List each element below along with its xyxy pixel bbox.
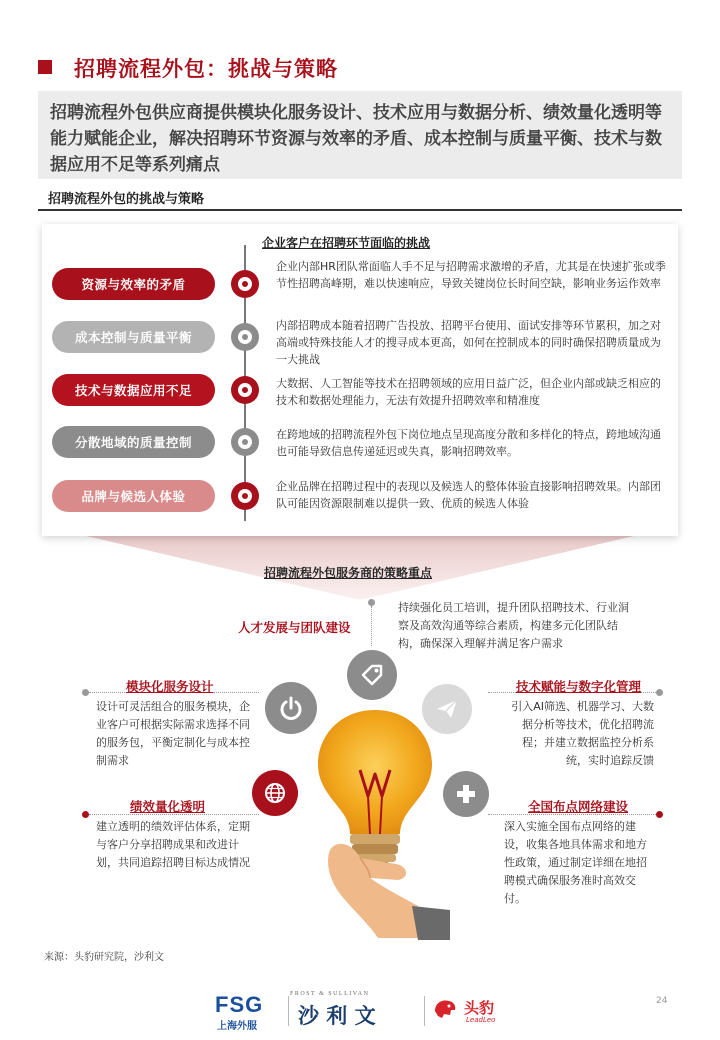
challenge-pill-brand-experience: 品牌与候选人体验 xyxy=(52,480,215,512)
section-label: 招聘流程外包的挑战与策略 xyxy=(48,192,205,207)
strategy-text-talent: 持续强化员工培训，提升团队招聘技术、行业洞察及高效沟通等综合素质，构建多元化团队结构，确保深入理解并满足客户需求 xyxy=(398,601,629,650)
logo-fsg-sub: 上海外服 xyxy=(217,1021,257,1032)
logo-frost-cn: 沙 利 文 xyxy=(298,1004,376,1028)
strategy-title-network: 全国布点网络建设 xyxy=(528,799,629,814)
challenge-pill-resource-efficiency: 资源与效率的矛盾 xyxy=(52,268,215,300)
challenges-heading: 企业客户在招聘环节面临的挑战 xyxy=(262,236,431,250)
page-number: 24 xyxy=(656,996,668,1006)
challenge-desc: 内部招聘成本随着招聘广告投放、招聘平台使用、面试安排等环节累积，加之对高端或特殊技能人才的搜寻成本更高，如何在控制成本的同时确保招聘质量成为一大挑战 xyxy=(276,319,661,366)
strategy-title-performance: 绩效量化透明 xyxy=(130,799,206,814)
logo-leadleo-en: LeadLeo xyxy=(466,1016,496,1024)
challenge-pill-cost-quality: 成本控制与质量平衡 xyxy=(52,321,215,353)
strategy-title-modular: 模块化服务设计 xyxy=(126,679,214,694)
summary-text: 招聘流程外包供应商提供模块化服务设计、技术应用与数据分析、绩效量化透明等能力赋能企业，解决招聘环节资源与效率的矛盾、成本控制与质量平衡、技术与数据应用不足等系列痛点 xyxy=(50,103,662,175)
strategy-text-performance: 建立透明的绩效评估体系，定期与客户分享招聘成果和改进计划，共同追踪招聘目标达成情况 xyxy=(96,820,250,869)
timeline-node xyxy=(231,376,259,404)
connector-dot xyxy=(656,689,663,696)
logo-frost-sullivan: FROST & SULLIVAN xyxy=(290,991,370,997)
source-note: 来源：头豹研究院，沙利文 xyxy=(44,952,164,963)
strategy-title-talent: 人才发展与团队建设 xyxy=(238,620,351,635)
logo-divider xyxy=(288,996,289,1026)
page-title: 招聘流程外包：挑战与策略 xyxy=(74,57,338,81)
challenge-desc: 企业内部HR团队常面临人手不足与招聘需求激增的矛盾，尤其是在快速扩张或季节性招聘高峰期，难以快速响应，导致关键岗位长时间空缺，影响业务运作效率 xyxy=(276,260,666,290)
challenge-desc: 企业品牌在招聘过程中的表现以及候选人的整体体验直接影响招聘效果。内部团队可能因资源限制难以提供一致、优质的候选人体验 xyxy=(276,480,661,510)
timeline-node xyxy=(231,482,259,510)
strategy-text-modular: 设计可灵活组合的服务模块，企业客户可根据实际需求选择不同的服务包，平衡定制化与成本控制需求 xyxy=(96,700,250,767)
timeline-node xyxy=(231,323,259,351)
connector-dot xyxy=(656,811,663,818)
logo-leadleo-cn: 头豹 xyxy=(464,999,495,1017)
challenge-desc: 在跨地域的招聘流程外包下岗位地点呈现高度分散和多样化的特点，跨地域沟通也可能导致信息传递延迟或失真，影响招聘效率。 xyxy=(276,428,661,458)
logo-fsg: FSG xyxy=(215,992,264,1017)
connector-dot xyxy=(82,689,89,696)
challenge-desc: 大数据、人工智能等技术在招聘领域的应用日益广泛，但企业内部或缺乏相应的技术和数据处理能力，无法有效提升招聘效率和精准度 xyxy=(276,377,661,407)
strategy-title-tech: 技术赋能与数字化管理 xyxy=(516,679,642,694)
timeline-node xyxy=(231,270,259,298)
connector-dot xyxy=(368,599,375,606)
strategy-text-network: 深入实施全国布点网络的建设，收集各地具体需求和地方性政策，通过制定详细在地招聘模式确保服务准时高效交付。 xyxy=(504,820,647,905)
timeline-node xyxy=(231,428,259,456)
lightbulb-icon xyxy=(300,700,450,940)
strategy-heading: 招聘流程外包服务商的策略重点 xyxy=(264,566,433,580)
tag-icon xyxy=(347,650,397,700)
connector-dot xyxy=(82,811,89,818)
logo-divider xyxy=(424,996,425,1026)
connector-line xyxy=(371,606,373,646)
leopard-icon xyxy=(432,997,458,1021)
challenge-pill-tech-data: 技术与数据应用不足 xyxy=(52,374,215,406)
globe-icon xyxy=(252,770,298,816)
strategy-text-tech: 引入AI筛选、机器学习、大数据分析等技术，优化招聘流程；并建立数据监控分析系统，实时追踪反馈 xyxy=(511,700,654,767)
challenge-pill-regional-quality: 分散地域的质量控制 xyxy=(52,426,215,458)
